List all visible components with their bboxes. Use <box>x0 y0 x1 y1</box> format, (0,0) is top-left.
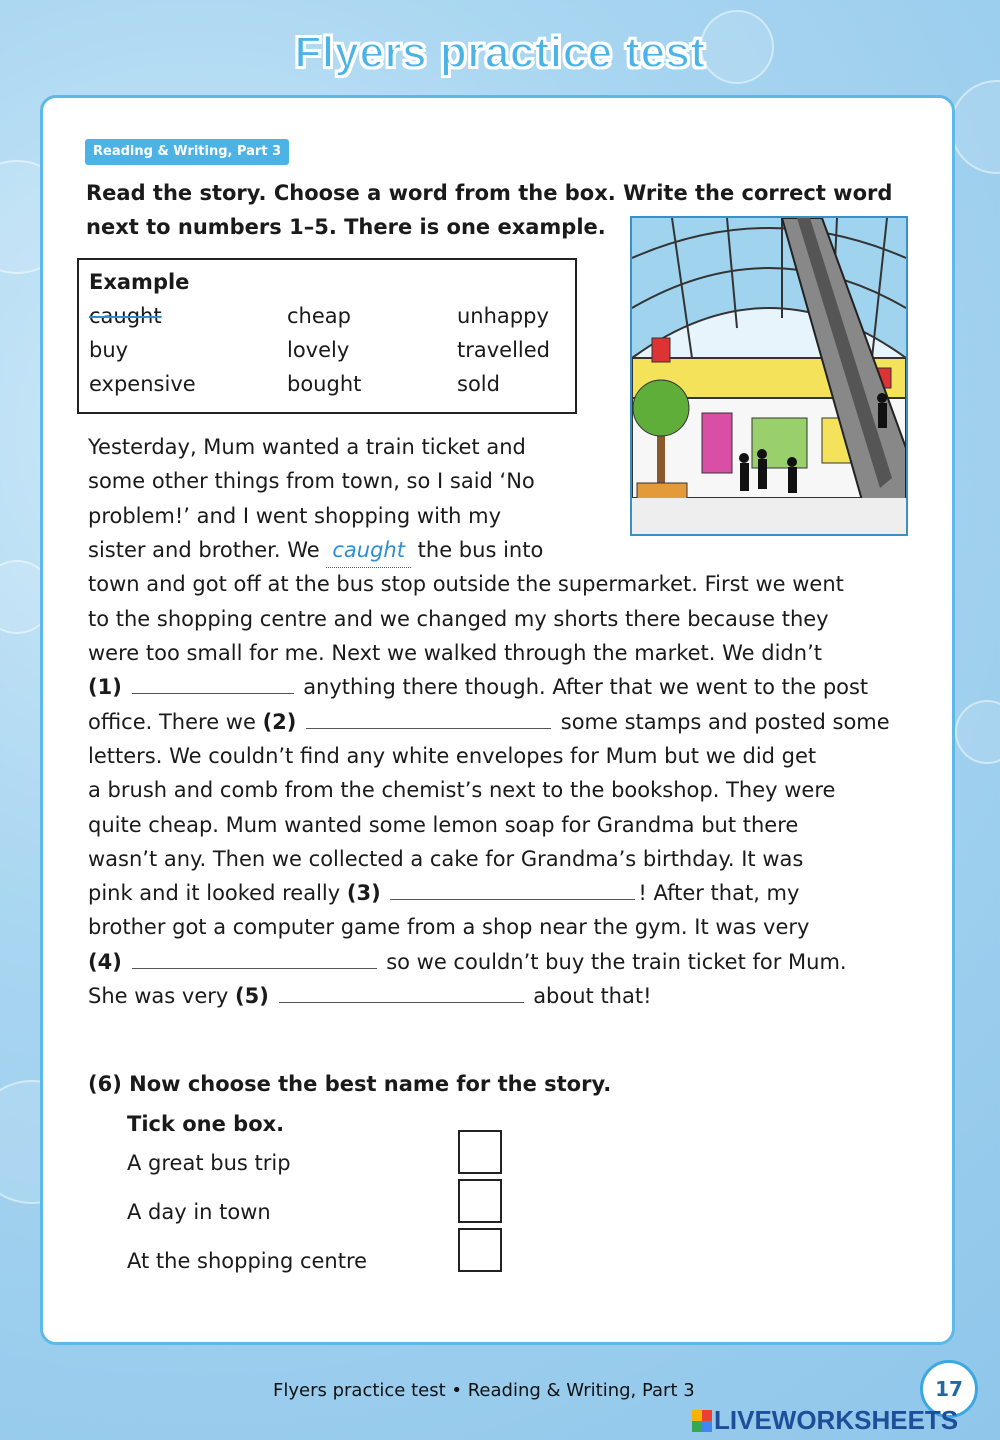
story-line <box>88 533 908 568</box>
answer-blank-5[interactable] <box>279 982 524 1003</box>
story-text: She was very <box>88 984 229 1008</box>
title-option: A day in town <box>127 1200 271 1224</box>
story-text: office. There we <box>88 710 256 734</box>
word-option: sold <box>457 372 500 396</box>
watermark-text: LIVEWORKSHEETS <box>714 1405 959 1435</box>
story-text: so we couldn’t buy the train ticket for Mum. <box>386 950 847 974</box>
page-title: Flyers practice test <box>294 28 706 77</box>
story-line: were too small for me. Next we walked through the market. We didn’t <box>88 641 822 665</box>
question-6-prompt: Now choose the best name for the story. <box>129 1072 612 1096</box>
story-line: a brush and comb from the chemist’s next to the bookshop. They were <box>88 778 836 802</box>
question-6-number: (6) <box>88 1072 122 1096</box>
gap-number-5: (5) <box>235 984 269 1008</box>
story-line: to the shopping centre and we changed my shorts there because they <box>88 607 829 631</box>
word-option: buy <box>89 338 129 362</box>
title-option: A great bus trip <box>127 1151 291 1175</box>
answer-blank-1[interactable] <box>132 673 294 694</box>
word-option: cheap <box>287 304 351 328</box>
story-line: town and got off at the bus stop outside the supermarket. First we went <box>88 572 844 596</box>
story-line: wasn’t any. Then we collected a cake for Grandma’s birthday. It was <box>88 847 804 871</box>
story-line <box>88 670 908 704</box>
example-word: caught <box>89 304 162 328</box>
section-tag: Reading & Writing, Part 3 <box>85 139 289 165</box>
story-text: ! After that, my <box>638 881 800 905</box>
word-box-label: Example <box>89 270 190 294</box>
tick-box-2[interactable] <box>458 1179 502 1223</box>
liveworksheets-logo-icon <box>692 1410 712 1432</box>
story-line <box>88 705 908 739</box>
gap-number-3: (3) <box>346 881 381 905</box>
word-option: bought <box>287 372 362 396</box>
story-line <box>88 979 908 1013</box>
gap-number-4: (4) <box>88 950 122 974</box>
word-box <box>77 258 577 414</box>
word-option: expensive <box>89 372 196 396</box>
gap-number-1: (1) <box>88 675 122 699</box>
story-text: some stamps and posted some <box>560 710 890 734</box>
story-line: letters. We couldn’t find any white envelopes for Mum but we did get <box>88 744 817 768</box>
page-number: 17 <box>920 1360 978 1418</box>
tick-box-1[interactable] <box>458 1130 502 1174</box>
bg-bubble <box>950 80 1000 174</box>
answer-blank-3[interactable] <box>390 879 635 900</box>
gap-number-2: (2) <box>262 710 297 734</box>
word-option: lovely <box>287 338 350 362</box>
liveworksheets-watermark <box>692 1405 958 1436</box>
story-line: Yesterday, Mum wanted a train ticket and <box>88 435 526 459</box>
page-footer: Flyers practice test • Reading & Writing, Part 3 <box>273 1380 695 1401</box>
tick-instruction: Tick one box. <box>127 1112 285 1136</box>
title-option: At the shopping centre <box>127 1249 368 1273</box>
story-text: sister and brother. We <box>88 538 320 562</box>
instructions: Read the story. Choose a word from the box. Write the correct word next to numbers 1–5. There is one example. <box>86 181 893 239</box>
bg-bubble <box>955 700 1000 764</box>
story-line: problem!’ and I went shopping with my <box>88 504 502 528</box>
story-line: some other things from town, so I said ‘No <box>88 469 535 493</box>
question-6 <box>88 1072 611 1096</box>
story-line <box>88 945 908 979</box>
tick-box-3[interactable] <box>458 1228 502 1272</box>
answer-blank-2[interactable] <box>306 708 551 729</box>
story-text: about that! <box>533 984 652 1008</box>
story-text: pink and it looked really <box>88 881 341 905</box>
story-text: anything there though. After that we went to the post <box>303 675 869 699</box>
story-line <box>88 876 908 910</box>
story-text: the bus into <box>417 538 544 562</box>
example-answer: caught <box>326 533 411 568</box>
word-option: unhappy <box>457 304 549 328</box>
word-option: travelled <box>457 338 551 362</box>
story-line: brother got a computer game from a shop near the gym. It was very <box>88 915 810 939</box>
answer-blank-4[interactable] <box>132 948 377 969</box>
story-line: quite cheap. Mum wanted some lemon soap for Grandma but there <box>88 813 799 837</box>
